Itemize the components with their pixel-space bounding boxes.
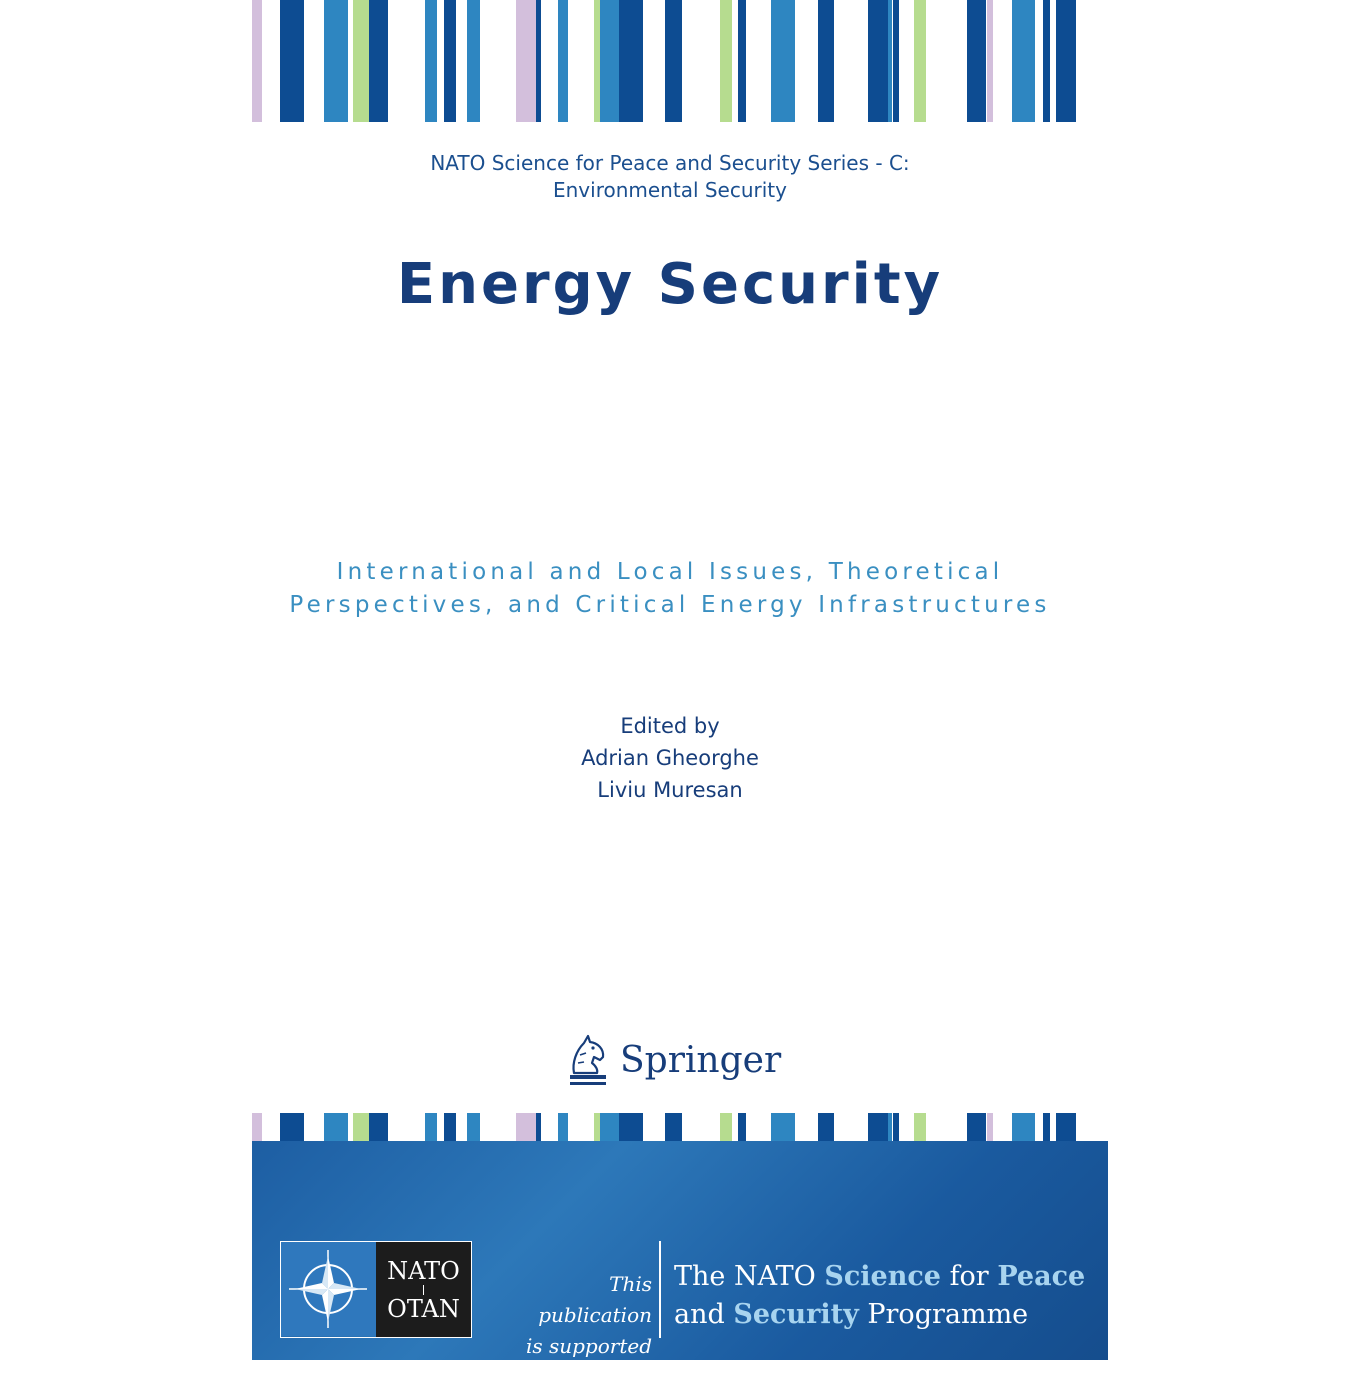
programme-word: The NATO bbox=[674, 1261, 816, 1292]
stripe-bar bbox=[280, 0, 304, 122]
stripe-bar bbox=[893, 1113, 899, 1141]
stripe-bar bbox=[619, 0, 643, 122]
stripe-bar bbox=[914, 1113, 926, 1141]
nato-label: NATO bbox=[387, 1256, 460, 1285]
programme-word: and bbox=[674, 1299, 725, 1330]
stripe-bar bbox=[444, 1113, 456, 1141]
stripe-bar bbox=[868, 0, 888, 122]
stripe-bar bbox=[720, 1113, 732, 1141]
footer-divider bbox=[659, 1241, 661, 1338]
series-line-1: NATO Science for Peace and Security Series - C: bbox=[430, 151, 910, 175]
stripe-bar bbox=[353, 0, 369, 122]
label-divider bbox=[423, 1285, 424, 1295]
supported-line-1: This publication bbox=[538, 1272, 652, 1327]
stripe-bar bbox=[987, 0, 993, 122]
stripe-bar bbox=[1056, 1113, 1076, 1141]
stripe-bar bbox=[516, 0, 536, 122]
stripe-bar bbox=[738, 1113, 746, 1141]
stripe-bar bbox=[369, 1113, 388, 1141]
knight-horse-icon bbox=[566, 1033, 610, 1087]
stripe-bar bbox=[425, 0, 437, 122]
editor-name: Adrian Gheorghe bbox=[581, 746, 759, 770]
stripe-bar bbox=[967, 1113, 986, 1141]
book-subtitle bbox=[252, 556, 1088, 622]
stripe-bar bbox=[252, 0, 262, 122]
stripe-bar bbox=[600, 0, 619, 122]
stripe-bar bbox=[893, 0, 899, 122]
otan-label: OTAN bbox=[387, 1294, 460, 1323]
nato-otan-logo bbox=[280, 1241, 472, 1338]
stripe-bar bbox=[252, 1113, 262, 1141]
stripe-bar bbox=[1056, 0, 1076, 122]
stripe-bar bbox=[818, 1113, 834, 1141]
programme-word: for bbox=[949, 1261, 989, 1292]
stripe-bar bbox=[868, 1113, 888, 1141]
stripe-bar bbox=[818, 0, 834, 122]
programme-name bbox=[674, 1258, 1094, 1334]
stripe-bar bbox=[324, 0, 348, 122]
stripe-bar bbox=[738, 0, 746, 122]
stripe-bar bbox=[600, 1113, 619, 1141]
stripe-bar bbox=[720, 0, 732, 122]
supported-by-text bbox=[492, 1269, 652, 1393]
book-cover bbox=[252, 0, 1108, 1389]
nato-footer-band bbox=[252, 1141, 1108, 1389]
stripe-bar bbox=[771, 1113, 795, 1141]
stripe-bar bbox=[353, 1113, 369, 1141]
stripe-bar bbox=[444, 0, 456, 122]
stripe-bar bbox=[619, 1113, 643, 1141]
nato-otan-label bbox=[376, 1242, 471, 1337]
programme-word: Programme bbox=[867, 1299, 1029, 1330]
stripe-bar bbox=[280, 1113, 304, 1141]
nato-compass-star-icon bbox=[281, 1242, 376, 1336]
programme-word-highlight: Security bbox=[733, 1299, 859, 1330]
series-line-2: Environmental Security bbox=[552, 178, 787, 202]
stripe-bar bbox=[1012, 1113, 1035, 1141]
editors-block bbox=[252, 710, 1088, 806]
series-title bbox=[252, 150, 1088, 204]
stripe-bar bbox=[536, 1113, 541, 1141]
edited-by-label: Edited by bbox=[620, 714, 720, 738]
programme-word-highlight: Peace bbox=[997, 1261, 1086, 1292]
top-stripe-pattern bbox=[252, 0, 1076, 122]
stripe-bar bbox=[558, 0, 568, 122]
book-title: Energy Security bbox=[396, 252, 944, 317]
stripe-bar bbox=[987, 1113, 993, 1141]
stripe-bar bbox=[888, 0, 892, 122]
stripe-bar bbox=[967, 0, 986, 122]
stripe-bar bbox=[665, 0, 682, 122]
bottom-stripe-pattern bbox=[252, 1113, 1076, 1141]
stripe-bar bbox=[324, 1113, 348, 1141]
stripe-bar bbox=[1043, 1113, 1050, 1141]
stripe-bar bbox=[425, 1113, 437, 1141]
subtitle-line-1: International and Local Issues, Theoretical bbox=[336, 559, 1004, 585]
stripe-bar bbox=[558, 1113, 568, 1141]
supported-line-2: is supported by: bbox=[525, 1334, 652, 1389]
stripe-bar bbox=[516, 1113, 536, 1141]
programme-word-highlight: Science bbox=[824, 1261, 941, 1292]
publisher-logo bbox=[566, 1032, 786, 1088]
stripe-bar bbox=[1012, 0, 1035, 122]
stripe-bar bbox=[888, 1113, 892, 1141]
stripe-bar bbox=[369, 0, 388, 122]
editor-name: Liviu Muresan bbox=[597, 778, 743, 802]
stripe-bar bbox=[467, 1113, 480, 1141]
stripe-bar bbox=[467, 0, 480, 122]
subtitle-line-2: Perspectives, and Critical Energy Infrastructures bbox=[289, 592, 1051, 618]
stripe-bar bbox=[536, 0, 541, 122]
stripe-bar bbox=[1043, 0, 1050, 122]
stripe-bar bbox=[914, 0, 926, 122]
stripe-bar bbox=[771, 0, 795, 122]
publisher-name: Springer bbox=[620, 1039, 782, 1081]
stripe-bar bbox=[665, 1113, 682, 1141]
